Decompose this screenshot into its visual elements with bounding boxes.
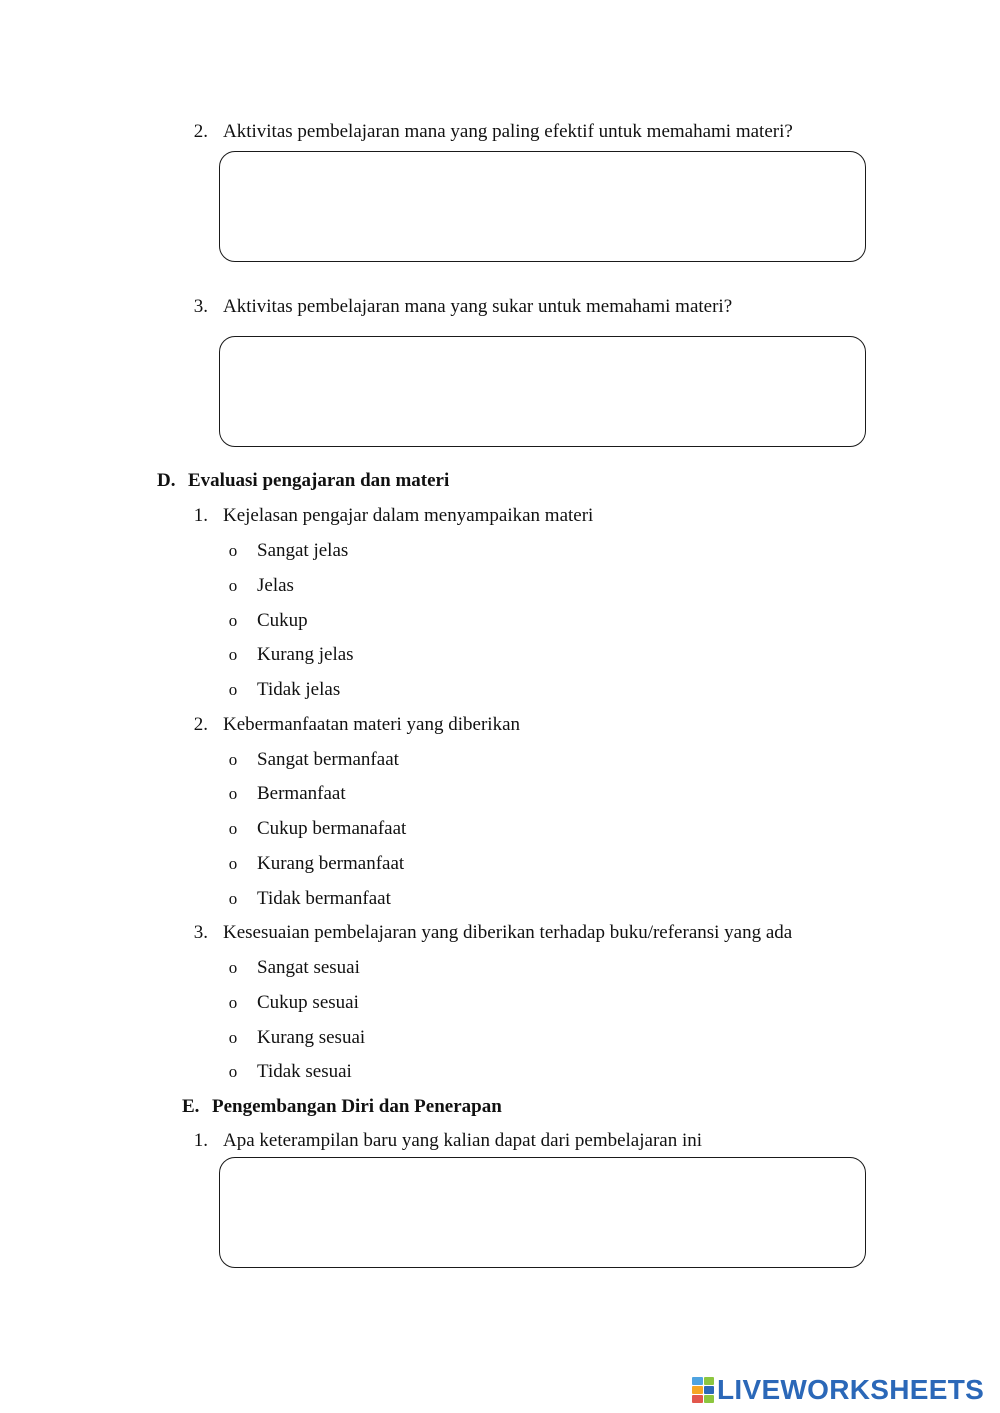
liveworksheets-logo xyxy=(692,1373,984,1407)
answer-box-q2-effective[interactable] xyxy=(219,151,866,262)
logo-wordmark: LIVEWORKSHEETS xyxy=(717,1374,985,1405)
option-label[interactable]: Kurang jelas xyxy=(257,644,354,665)
option-label[interactable]: Bermanfaat xyxy=(257,783,346,804)
question-text: Aktivitas pembelajaran mana yang sukar untuk memahami materi? xyxy=(223,296,733,317)
liveworksheets-logo-icon xyxy=(692,1377,714,1403)
question-number: 2. xyxy=(193,121,208,142)
option-bullet[interactable]: o xyxy=(228,854,238,873)
question-text: Kebermanfaatan materi yang diberikan xyxy=(223,714,520,735)
answer-box-new-skills[interactable] xyxy=(219,1157,866,1268)
option-label[interactable]: Sangat sesuai xyxy=(257,957,360,978)
question-text: Apa keterampilan baru yang kalian dapat dari pembelajaran ini xyxy=(223,1130,703,1151)
option-bullet[interactable]: o xyxy=(228,645,238,664)
option-bullet[interactable]: o xyxy=(228,611,238,630)
question-number: 3. xyxy=(193,922,208,943)
option-label[interactable]: Cukup sesuai xyxy=(257,992,359,1013)
answer-box-q3-difficult[interactable] xyxy=(219,336,866,447)
option-label[interactable]: Tidak bermanfaat xyxy=(257,888,391,909)
option-bullet[interactable]: o xyxy=(228,784,238,803)
option-bullet[interactable]: o xyxy=(228,680,238,699)
option-bullet[interactable]: o xyxy=(228,750,238,769)
section-letter: D. xyxy=(157,470,176,491)
option-label[interactable]: Kurang sesuai xyxy=(257,1027,366,1048)
question-number: 3. xyxy=(193,296,208,317)
option-label[interactable]: Jelas xyxy=(257,575,294,596)
option-bullet[interactable]: o xyxy=(228,541,238,560)
option-bullet[interactable]: o xyxy=(228,958,238,977)
question-number: 1. xyxy=(193,505,208,526)
question-number: 2. xyxy=(193,714,208,735)
option-bullet[interactable]: o xyxy=(228,1028,238,1047)
question-text: Kesesuaian pembelajaran yang diberikan terhadap buku/referansi yang ada xyxy=(223,922,793,943)
question-text: Aktivitas pembelajaran mana yang paling efektif untuk memahami materi? xyxy=(223,121,793,142)
option-bullet[interactable]: o xyxy=(228,1062,238,1081)
section-letter: E. xyxy=(182,1096,200,1117)
option-bullet[interactable]: o xyxy=(228,993,238,1012)
option-label[interactable]: Cukup bermanafaat xyxy=(257,818,407,839)
option-bullet[interactable]: o xyxy=(228,889,238,908)
option-bullet[interactable]: o xyxy=(228,576,238,595)
option-label[interactable]: Sangat bermanfaat xyxy=(257,749,399,770)
question-number: 1. xyxy=(193,1130,208,1151)
section-title: Evaluasi pengajaran dan materi xyxy=(188,470,450,491)
question-text: Kejelasan pengajar dalam menyampaikan materi xyxy=(223,505,594,526)
option-label[interactable]: Tidak sesuai xyxy=(257,1061,352,1082)
option-label[interactable]: Sangat jelas xyxy=(257,540,349,561)
option-label[interactable]: Kurang bermanfaat xyxy=(257,853,405,874)
option-bullet[interactable]: o xyxy=(228,819,238,838)
option-label[interactable]: Tidak jelas xyxy=(257,679,341,700)
option-label[interactable]: Cukup xyxy=(257,610,308,631)
section-title: Pengembangan Diri dan Penerapan xyxy=(212,1096,502,1117)
